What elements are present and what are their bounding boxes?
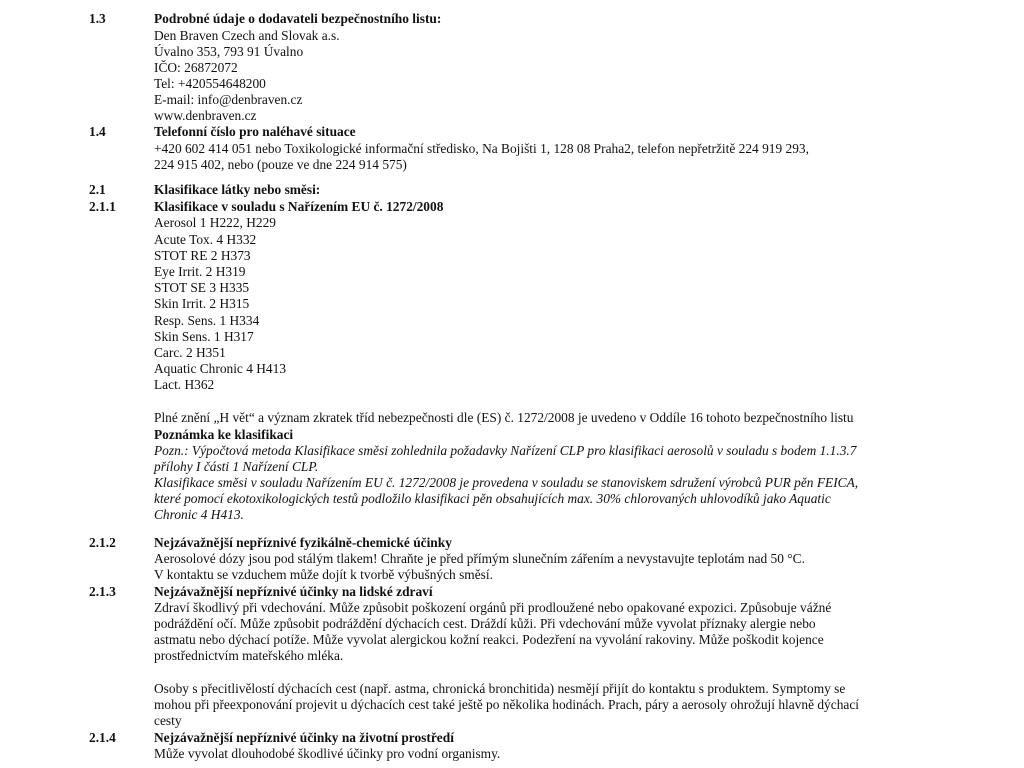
classification-item: Lact. H362: [154, 377, 215, 392]
classification-item: Aquatic Chronic 4 H413: [154, 361, 287, 376]
note-line: přílohy I části 1 Nařízení CLP.: [154, 459, 319, 474]
classification-item: Skin Irrit. 2 H315: [154, 296, 250, 311]
note-line: Klasifikace směsi v souladu Nařízením EU č. 1272/2008 je provedena v souladu se stanoviskem sdružení výrobců PUR pěn FEICA,: [154, 475, 859, 490]
note-heading: Poznámka ke klasifikaci: [154, 427, 294, 442]
section-1-4-number: 1.4: [89, 124, 106, 139]
section-1-4-heading: Telefonní číslo pro naléhavé situace: [154, 124, 356, 139]
supplier-website: www.denbraven.cz: [154, 108, 257, 123]
classification-item: Skin Sens. 1 H317: [154, 329, 254, 344]
section-2-1-4-heading: Nejzávažnější nepříznivé účinky na životní prostředí: [154, 730, 454, 745]
supplier-name: Den Braven Czech and Slovak a.s.: [154, 28, 340, 43]
section-2-1-1-heading: Klasifikace v souladu s Nařízením EU č. 1272/2008: [154, 199, 444, 214]
health-line: astmatu nebo dýchací potíže. Může vyvolat alergickou kožní reakci. Podezření na vyvolání rakoviny. Může poškodit kojence: [154, 632, 824, 647]
full-text-note: Plné znění „H vět“ a význam zkratek tříd nebezpečnosti dle (ES) č. 1272/2008 je uvedeno v Oddíle 16 tohoto bezpečnostního listu: [154, 410, 854, 425]
section-2-1-4-number: 2.1.4: [89, 730, 116, 745]
section-2-1-1-number: 2.1.1: [89, 199, 116, 214]
classification-item: Aerosol 1 H222, H229: [154, 215, 276, 230]
section-2-1-2-heading: Nejzávažnější nepříznivé fyzikálně-chemické účinky: [154, 535, 452, 550]
health-line: podráždění očí. Může způsobit podráždění dýchacích cest. Dráždí kůži. Při vdechování může vyvolat příznaky alergie nebo: [154, 616, 816, 631]
emergency-phone-line-1: +420 602 414 051 nebo Toxikologické informační středisko, Na Bojišti 1, 128 08 Praha2, telefon nepřetržitě 224 919 293,: [154, 141, 809, 156]
section-2-1-2-number: 2.1.2: [89, 535, 116, 550]
sensitive-persons-line: cesty: [154, 713, 182, 728]
section-1-3-number: 1.3: [89, 11, 106, 26]
section-2-1-3-heading: Nejzávažnější nepříznivé účinky na lidské zdraví: [154, 584, 433, 599]
note-line: Chronic 4 H413.: [154, 507, 244, 522]
section-2-1-3-number: 2.1.3: [89, 584, 116, 599]
classification-item: STOT RE 2 H373: [154, 248, 251, 263]
supplier-ico: IČO: 26872072: [154, 60, 238, 75]
classification-item: STOT SE 3 H335: [154, 280, 250, 295]
physchem-line: Aerosolové dózy jsou pod stálým tlakem! Chraňte je před přímým slunečním zářením a nevystavujte teplotám nad 50 °C.: [154, 551, 805, 566]
emergency-phone-line-2: 224 915 402, nebo (pouze ve dne 224 914 575): [154, 157, 407, 172]
classification-item: Eye Irrit. 2 H319: [154, 264, 246, 279]
sensitive-persons-line: mohou při přeexponování projevit u dýchacích cest také ještě po několika hodinách. Prach, páry a aerosoly ohrožují hlavně dýchací: [154, 697, 860, 712]
health-line: Zdraví škodlivý při vdechování. Může způsobit poškození orgánů při prodloužené nebo opakované expozici. Způsobuje vážné: [154, 600, 832, 615]
classification-item: Resp. Sens. 1 H334: [154, 313, 260, 328]
classification-item: Acute Tox. 4 H332: [154, 232, 257, 247]
supplier-phone: Tel: +420554648200: [154, 76, 266, 91]
environment-line: Může vyvolat dlouhodobé škodlivé účinky pro vodní organismy.: [154, 746, 501, 761]
note-line: Pozn.: Výpočtová metoda Klasifikace směsi zohlednila požadavky Nařízení CLP pro klasifikaci aerosolů v souladu s bodem 1.1.3.7: [154, 443, 857, 458]
physchem-line: V kontaktu se vzduchem může dojít k tvorbě výbušných směsí.: [154, 567, 493, 582]
note-line: které pomocí ekotoxikologických testů podložilo klasifikaci pěn obsahujících max. 30% chlorovaných uhlovodíků jako Aquatic: [154, 491, 831, 506]
section-1-3-heading: Podrobné údaje o dodavateli bezpečnostního listu:: [154, 11, 442, 26]
section-2-1-number: 2.1: [89, 182, 106, 197]
supplier-address: Úvalno 353, 793 91 Úvalno: [154, 44, 304, 59]
classification-item: Carc. 2 H351: [154, 345, 226, 360]
health-line: prostřednictvím mateřského mléka.: [154, 648, 344, 663]
supplier-email: E-mail: info@denbraven.cz: [154, 92, 303, 107]
sensitive-persons-line: Osoby s přecitlivělostí dýchacích cest (např. astma, chronická bronchitida) nesmějí přijít do kontaktu s produktem. Symptomy se: [154, 681, 846, 696]
section-2-1-heading: Klasifikace látky nebo směsi:: [154, 182, 321, 197]
